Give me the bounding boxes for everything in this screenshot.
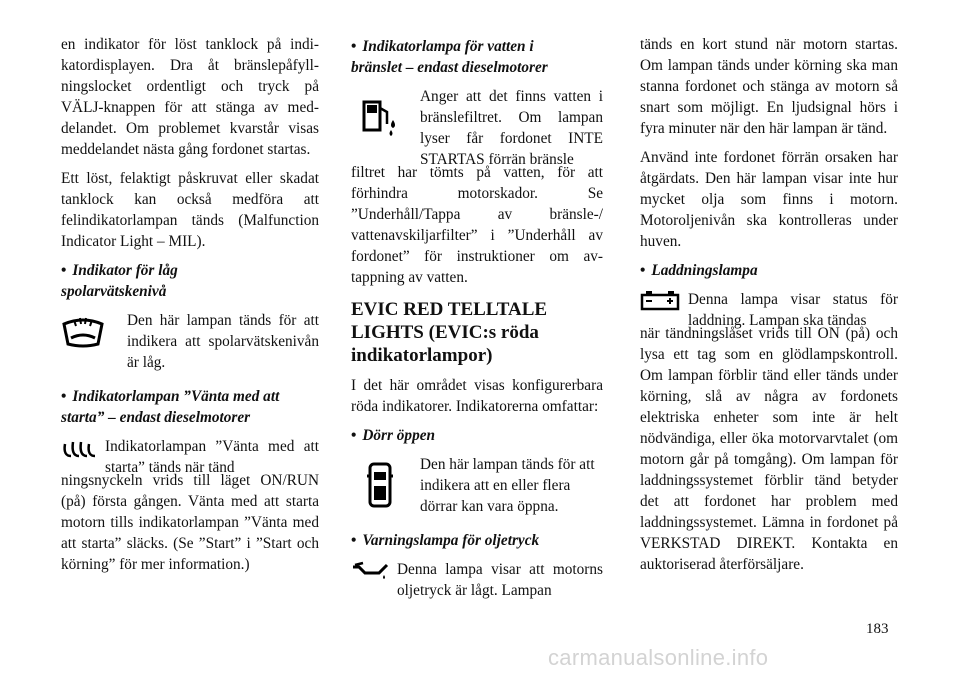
paragraph-oil-continued: tänds en kort stund när motorn startas. Om lampan tänds under körning ska man stanna fordonet och stänga av motorn så snart som möjligt. En ljudsignal hörs i fyra minuter när den här lampan är tänd. — [640, 36, 898, 137]
section-title: EVIC RED TELLTALE LIGHTS (EVIC:s röda indikatorlampor) — [351, 299, 548, 366]
heading-oil: • Varningslampa för oljetryck — [351, 532, 540, 549]
charge-block — [640, 289, 898, 331]
heading-door: • Dörr öppen — [351, 427, 436, 444]
wait-text-rest: ningsnyckeln vrids till läget ON/RUN (på) första gången. Vänta med att starta motorn tills indikatorlampan ”Vänta med att starta” släcks. (Se ”Start” i ”Start och körning” för mer information.) — [61, 472, 319, 573]
heading-washer: • Indikator för låg spolarvätskenivå — [61, 262, 178, 300]
column-right — [640, 34, 898, 583]
paragraph-fuel-cap: en indikator för löst tanklock på indikatordisplayen. Dra åt bränslepåfyllningslocket ordentligt och tryck på VÄLJ-knappen för att stänga av meddelandet. Om problemet kvarstår visas meddelandet nästa gång fordonet startas. — [61, 36, 319, 158]
wait-block — [61, 436, 319, 478]
watermark: carmanualsonline.info — [548, 645, 769, 670]
door-block — [351, 454, 603, 526]
water-text-rest: filtret har tömts på vatten, för att förhindra motorskador. Se ”Underhåll/Tappa av bränsle-/ vattenavskiljarfilter” i ”Underhåll av fordonet” för instruktioner om avtappning av vatten. — [351, 164, 603, 286]
water-text-indent: Anger att det finns vatten i bränslefiltret. Om lampan lyser får fordonet INTE STARTAS förrän bränsle — [420, 88, 603, 168]
page-number: 183 — [866, 621, 889, 637]
door-text: Den här lampan tänds för att indikera att en eller flera dörrar kan vara öppna. — [420, 456, 595, 515]
battery-charge-icon — [640, 289, 680, 311]
charge-text-indent: Denna lampa visar status för laddning. Lampan ska tändas — [688, 291, 898, 329]
glow-plug-icon — [61, 438, 99, 460]
heading-wait: • Indikatorlampan ”Vänta med att starta” – endast dieselmotorer — [61, 388, 280, 426]
oil-pressure-icon — [351, 561, 389, 581]
washer-text: Den här lampan tänds för att indikera att spolarvätskenivån är låg. — [127, 312, 319, 371]
column-left — [61, 34, 319, 583]
water-in-fuel-icon — [361, 94, 401, 138]
washer-fluid-icon — [61, 316, 105, 352]
paragraph-mil: Ett löst, felaktigt påskruvat eller skadat tanklock kan också medföra att felindikatorlampan tänds (Malfunction Indicator Light – MIL). — [61, 170, 319, 250]
door-open-icon — [367, 462, 393, 508]
heading-water-in-fuel: • Indikatorlampa för vatten i bränslet – endast dieselmotorer — [351, 38, 548, 76]
column-middle — [351, 34, 603, 601]
heading-charge: • Laddningslampa — [640, 262, 758, 279]
intro-paragraph: I det här området visas konfigurerbara röda indikatorer. Indikatorerna omfattar: — [351, 377, 603, 415]
oil-text: Denna lampa visar att motorns oljetryck är lågt. Lampan — [397, 561, 603, 599]
oil-block — [351, 559, 603, 601]
washer-block — [61, 310, 319, 380]
wait-text-indent: Indikatorlampan ”Vänta med att starta” tänds när tänd — [105, 438, 319, 476]
charge-text-rest: när tändningslåset vrids till ON (på) och lysa ett tag som en glödlampskontroll. Om lampan förblir tänd eller tänds under körning, slå av några av fordonets elektriska enheter som inte är helt nödvändiga, eller öka motorvarvtalet (om motorn går på tomgång). Om lampan för laddningssystemet förblir tänd betyder det att fordonet har problem med laddningssystemet. Lämna in fordonet på VERKSTAD DIREKT. Kontakta en auktoriserad återförsäljare. — [640, 325, 898, 573]
water-block — [351, 86, 603, 170]
paragraph-oil-level: Använd inte fordonet förrän orsaken har åtgärdats. Den här lampan visar inte hur mycket olja som finns i motorn. Motoroljenivån ska kontrolleras under huven. — [640, 149, 898, 250]
